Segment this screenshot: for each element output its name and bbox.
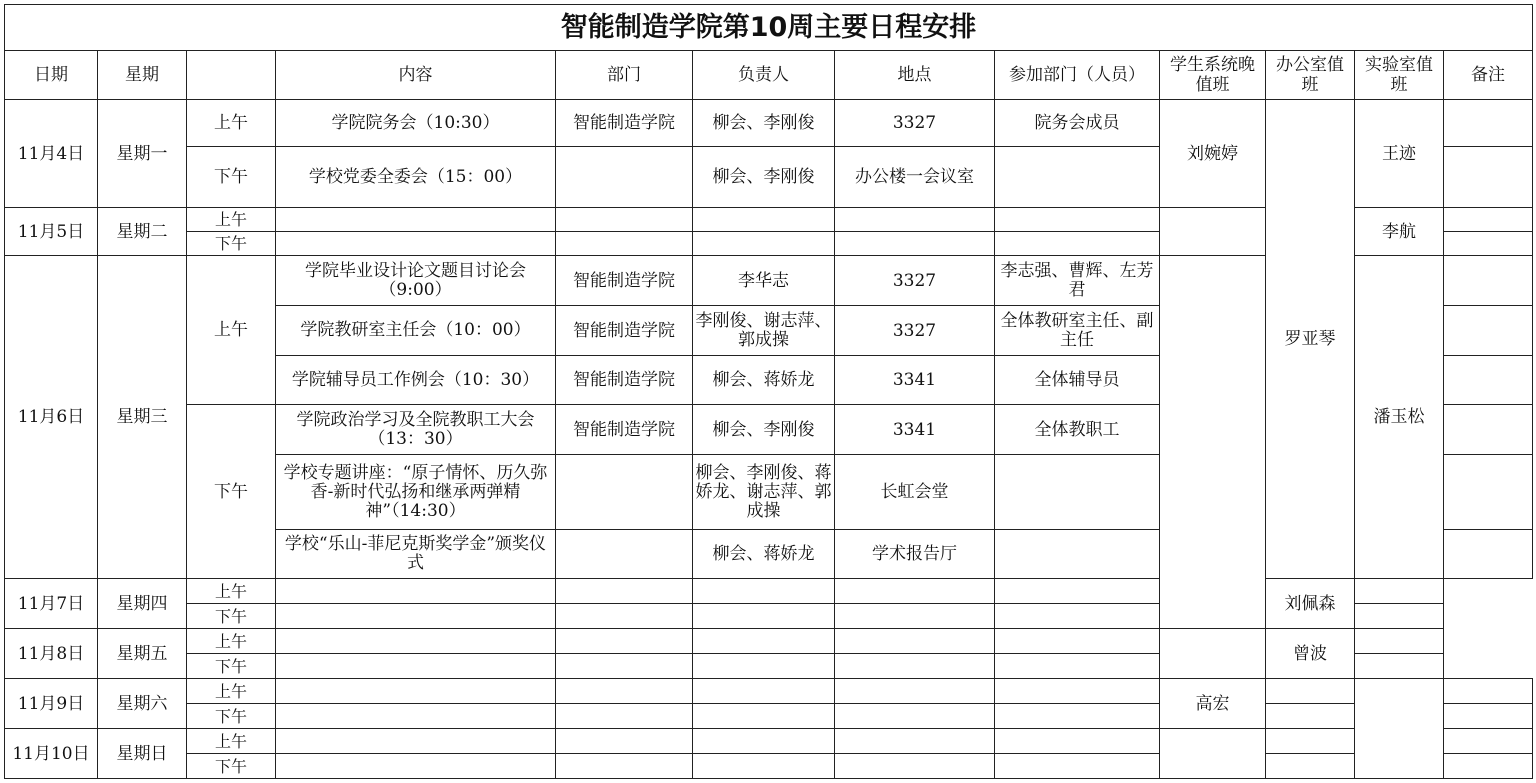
event-dept <box>556 604 693 629</box>
event-attendees <box>995 530 1160 579</box>
student-duty-cell: 高宏 <box>1160 679 1266 729</box>
event-location: 3327 <box>835 306 995 356</box>
event-dept: 智能制造学院 <box>556 306 693 356</box>
event-location <box>835 729 995 754</box>
event-location <box>835 704 995 729</box>
lab-duty-cell: 曾波 <box>1266 629 1355 679</box>
notes-cell <box>1444 232 1533 256</box>
notes-cell <box>1444 704 1533 729</box>
period-cell: 下午 <box>187 754 276 779</box>
period-cell: 上午 <box>187 256 276 405</box>
event-attendees <box>995 679 1160 704</box>
weekday-cell: 星期六 <box>98 679 187 729</box>
lab-duty-cell <box>1355 679 1444 779</box>
event-location <box>835 579 995 604</box>
event-content: 学校专题讲座：“原子情怀、历久弥香-新时代弘扬和继承两弹精神”（14:30） <box>276 455 556 530</box>
notes-cell <box>1444 256 1533 306</box>
event-location <box>835 679 995 704</box>
event-dept <box>556 729 693 754</box>
period-cell: 下午 <box>187 147 276 208</box>
office-duty-cell <box>1266 679 1355 704</box>
event-leader <box>693 704 835 729</box>
period-cell: 下午 <box>187 232 276 256</box>
event-attendees <box>995 754 1160 779</box>
event-content: 学院教研室主任会（10：00） <box>276 306 556 356</box>
weekday-cell: 星期五 <box>98 629 187 679</box>
header-student-duty: 学生系统晚值班 <box>1160 51 1266 100</box>
event-leader: 柳会、李刚俊、蒋娇龙、谢志萍、郭成操 <box>693 455 835 530</box>
event-content <box>276 754 556 779</box>
event-content <box>276 654 556 679</box>
event-attendees <box>995 208 1160 232</box>
period-cell: 下午 <box>187 654 276 679</box>
period-cell: 上午 <box>187 629 276 654</box>
event-location: 3327 <box>835 256 995 306</box>
event-attendees <box>995 604 1160 629</box>
event-location <box>835 654 995 679</box>
period-cell: 上午 <box>187 100 276 147</box>
table-row <box>5 754 1533 779</box>
event-leader: 柳会、李刚俊 <box>693 147 835 208</box>
header-dept: 部门 <box>556 51 693 100</box>
header-notes: 备注 <box>1444 51 1533 100</box>
notes-cell <box>1444 208 1533 232</box>
notes-cell <box>1444 530 1533 579</box>
date-cell: 11月7日 <box>5 579 98 629</box>
period-cell: 上午 <box>187 729 276 754</box>
period-cell: 上午 <box>187 579 276 604</box>
event-attendees <box>995 704 1160 729</box>
event-leader: 李刚俊、谢志萍、郭成操 <box>693 306 835 356</box>
schedule-table <box>4 4 1533 779</box>
event-dept <box>556 579 693 604</box>
event-attendees <box>995 232 1160 256</box>
event-leader <box>693 629 835 654</box>
event-dept <box>556 147 693 208</box>
event-dept: 智能制造学院 <box>556 100 693 147</box>
date-cell: 11月4日 <box>5 100 98 208</box>
header-date: 日期 <box>5 51 98 100</box>
lab-duty-cell: 李航 <box>1355 208 1444 256</box>
event-leader: 柳会、李刚俊 <box>693 100 835 147</box>
event-content: 学院辅导员工作例会（10：30） <box>276 356 556 405</box>
table-row <box>5 729 1533 754</box>
office-duty-cell <box>1266 754 1355 779</box>
office-duty-cell <box>1266 704 1355 729</box>
lab-duty-cell: 王迹 <box>1355 100 1444 208</box>
table-row <box>5 100 1533 147</box>
event-location: 3327 <box>835 100 995 147</box>
event-attendees <box>995 629 1160 654</box>
event-content: 学院政治学习及全院教职工大会（13：30） <box>276 405 556 455</box>
event-location: 3341 <box>835 405 995 455</box>
event-location: 学术报告厅 <box>835 530 995 579</box>
notes-cell <box>1444 405 1533 455</box>
notes-cell <box>1355 654 1444 679</box>
date-cell: 11月6日 <box>5 256 98 579</box>
event-leader <box>693 208 835 232</box>
event-dept <box>556 208 693 232</box>
event-leader: 柳会、蒋娇龙 <box>693 530 835 579</box>
event-location <box>835 232 995 256</box>
event-dept <box>556 629 693 654</box>
event-content: 学校党委全委会（15：00） <box>276 147 556 208</box>
header-content: 内容 <box>276 51 556 100</box>
notes-cell <box>1355 579 1444 604</box>
event-attendees <box>995 654 1160 679</box>
event-leader: 柳会、蒋娇龙 <box>693 356 835 405</box>
event-dept: 智能制造学院 <box>556 356 693 405</box>
notes-cell <box>1444 100 1533 147</box>
event-content <box>276 679 556 704</box>
notes-cell <box>1355 629 1444 654</box>
notes-cell <box>1444 147 1533 208</box>
event-dept: 智能制造学院 <box>556 405 693 455</box>
event-attendees <box>995 147 1160 208</box>
weekday-cell: 星期日 <box>98 729 187 779</box>
office-duty-cell <box>1266 729 1355 754</box>
header-leader: 负责人 <box>693 51 835 100</box>
page-title: 智能制造学院第10周主要日程安排 <box>5 5 1533 51</box>
event-dept <box>556 679 693 704</box>
event-attendees <box>995 579 1160 604</box>
period-cell: 上午 <box>187 208 276 232</box>
weekday-cell: 星期一 <box>98 100 187 208</box>
event-dept <box>556 530 693 579</box>
period-cell: 上午 <box>187 679 276 704</box>
event-content: 学院毕业设计论文题目讨论会（9:00） <box>276 256 556 306</box>
lab-duty-cell: 潘玉松 <box>1355 256 1444 579</box>
weekday-cell: 星期三 <box>98 256 187 579</box>
weekday-cell: 星期二 <box>98 208 187 256</box>
date-cell: 11月9日 <box>5 679 98 729</box>
event-leader <box>693 754 835 779</box>
period-cell: 下午 <box>187 405 276 579</box>
weekday-cell: 星期四 <box>98 579 187 629</box>
event-attendees <box>995 455 1160 530</box>
event-content <box>276 629 556 654</box>
event-dept <box>556 704 693 729</box>
date-cell: 11月10日 <box>5 729 98 779</box>
notes-cell <box>1444 356 1533 405</box>
event-leader <box>693 579 835 604</box>
event-dept <box>556 754 693 779</box>
table-row <box>5 704 1533 729</box>
header-lab-duty: 实验室值班 <box>1355 51 1444 100</box>
event-content <box>276 704 556 729</box>
student-duty-cell <box>1160 729 1266 779</box>
student-duty-cell: 刘婉婷 <box>1160 100 1266 208</box>
event-content <box>276 729 556 754</box>
header-period <box>187 51 276 100</box>
event-attendees: 全体教职工 <box>995 405 1160 455</box>
event-content <box>276 208 556 232</box>
event-location <box>835 629 995 654</box>
event-content <box>276 232 556 256</box>
event-location: 3341 <box>835 356 995 405</box>
event-leader: 李华志 <box>693 256 835 306</box>
header-weekday: 星期 <box>98 51 187 100</box>
event-content <box>276 579 556 604</box>
event-leader <box>693 679 835 704</box>
event-location <box>835 208 995 232</box>
notes-cell <box>1444 306 1533 356</box>
event-location: 办公楼一会议室 <box>835 147 995 208</box>
date-cell: 11月8日 <box>5 629 98 679</box>
event-attendees: 全体教研室主任、副主任 <box>995 306 1160 356</box>
table-row <box>5 579 1533 604</box>
event-location: 长虹会堂 <box>835 455 995 530</box>
event-dept <box>556 455 693 530</box>
event-dept: 智能制造学院 <box>556 256 693 306</box>
event-dept <box>556 654 693 679</box>
student-duty-cell <box>1160 629 1266 679</box>
student-duty-cell <box>1160 256 1266 629</box>
table-row <box>5 679 1533 704</box>
event-leader: 柳会、李刚俊 <box>693 405 835 455</box>
header-row <box>5 51 1533 100</box>
event-content: 学院院务会（10:30） <box>276 100 556 147</box>
event-attendees: 全体辅导员 <box>995 356 1160 405</box>
period-cell: 下午 <box>187 704 276 729</box>
event-attendees: 李志强、曹辉、左芳君 <box>995 256 1160 306</box>
table-row <box>5 629 1533 654</box>
event-leader <box>693 729 835 754</box>
event-leader <box>693 604 835 629</box>
notes-cell <box>1444 455 1533 530</box>
event-attendees <box>995 729 1160 754</box>
notes-cell <box>1444 729 1533 754</box>
header-location: 地点 <box>835 51 995 100</box>
period-cell: 下午 <box>187 604 276 629</box>
header-attendees: 参加部门（人员） <box>995 51 1160 100</box>
notes-cell <box>1444 679 1533 704</box>
notes-cell <box>1355 604 1444 629</box>
event-location <box>835 754 995 779</box>
event-dept <box>556 232 693 256</box>
event-attendees: 院务会成员 <box>995 100 1160 147</box>
date-cell: 11月5日 <box>5 208 98 256</box>
office-duty-cell: 罗亚琴 <box>1266 100 1355 579</box>
lab-duty-cell: 刘佩森 <box>1266 579 1355 629</box>
header-office-duty: 办公室值班 <box>1266 51 1355 100</box>
student-duty-cell <box>1160 208 1266 256</box>
event-leader <box>693 654 835 679</box>
event-content <box>276 604 556 629</box>
event-content: 学校“乐山-菲尼克斯奖学金”颁奖仪式 <box>276 530 556 579</box>
notes-cell <box>1444 754 1533 779</box>
event-leader <box>693 232 835 256</box>
event-location <box>835 604 995 629</box>
